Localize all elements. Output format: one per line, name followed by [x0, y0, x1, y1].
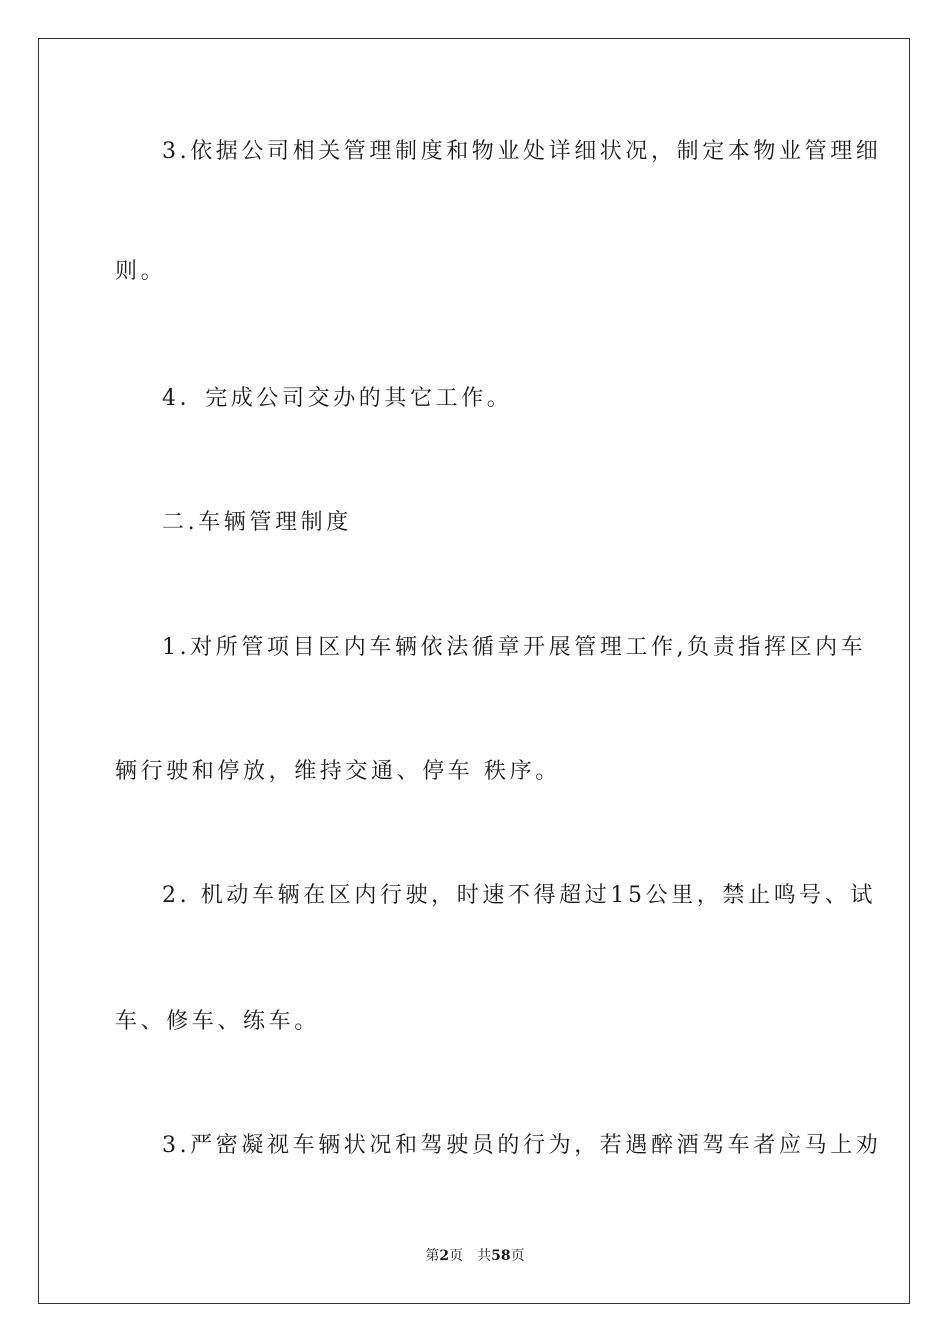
paragraph-line-3: 4．完成公司交办的其它工作。	[162, 386, 513, 411]
footer-page-prefix: 第	[425, 1248, 440, 1264]
page-border	[38, 38, 910, 1304]
paragraph-line-5: 1.对所管项目区内车辆依法循章开展管理工作,负责指挥区内车	[162, 635, 867, 660]
paragraph-line-8: 车、修车、练车。	[115, 1009, 320, 1034]
paragraph-line-2: 则。	[115, 259, 167, 284]
paragraph-line-7: 2. 机动车辆在区内行驶，时速不得超过15公里，禁止鸣号、试	[162, 883, 876, 908]
paragraph-line-6: 辆行驶和停放，维持交通、停车 秩序。	[115, 759, 561, 784]
section-heading: 二.车辆管理制度	[162, 510, 352, 535]
footer-page-suffix: 页	[449, 1248, 464, 1264]
footer-total-pages: 58	[491, 1248, 511, 1264]
footer-total-suffix: 页	[510, 1248, 525, 1264]
footer-total-prefix: 共	[477, 1248, 492, 1264]
paragraph-line-1: 3.依据公司相关管理制度和物业处详细状况，制定本物业管理细	[162, 139, 882, 164]
paragraph-line-9: 3.严密凝视车辆状况和驾驶员的行为，若遇醉酒驾车者应马上劝	[162, 1133, 882, 1158]
footer-page-number: 2	[439, 1248, 450, 1264]
page-footer	[0, 1245, 950, 1265]
